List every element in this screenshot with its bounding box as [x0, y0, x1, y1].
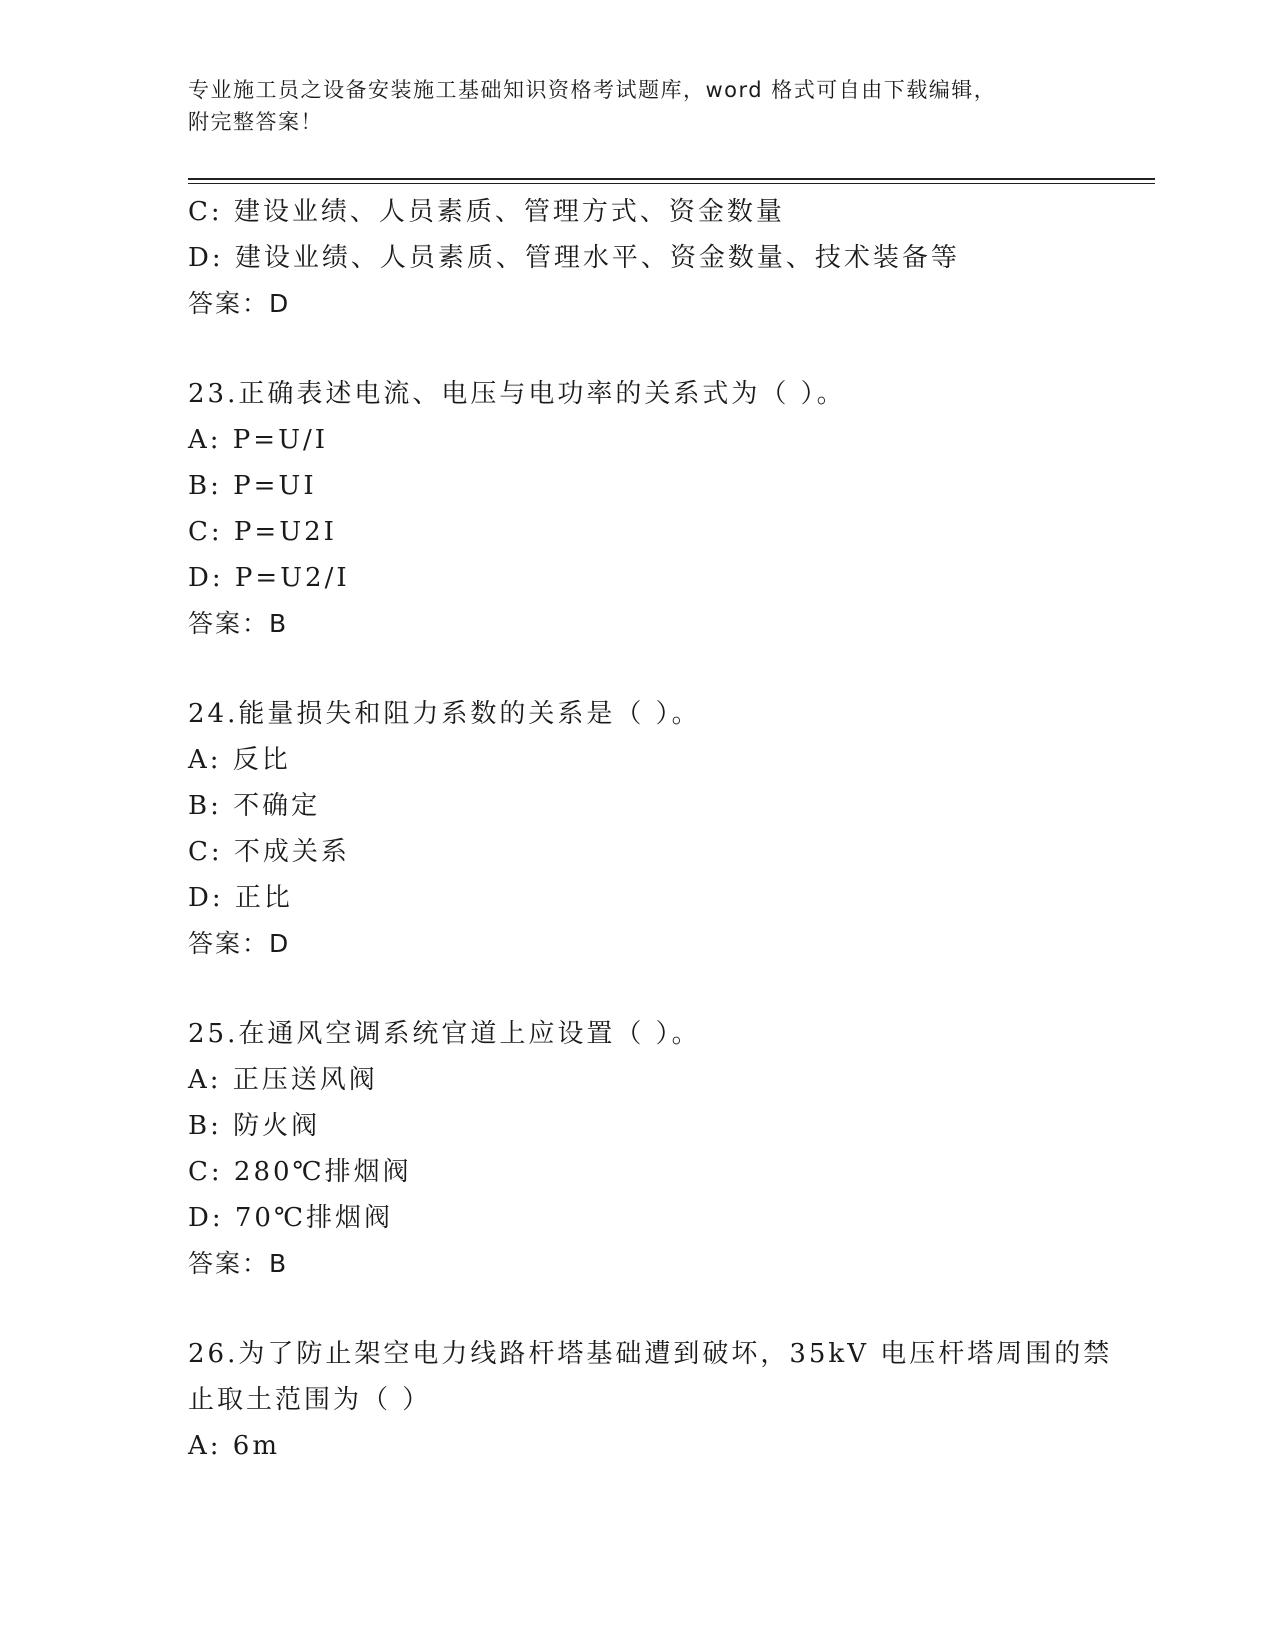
option-a: A: 正压送风阀 [188, 1065, 378, 1095]
option-a: A: P=U/I [188, 425, 329, 455]
question-22-continued [188, 189, 1148, 327]
header-line-1: 专业施工员之设备安装施工基础知识资格考试题库，word 格式可自由下载编辑， [188, 78, 997, 102]
option-d: D: P=U2/I [188, 563, 350, 593]
option-b: B: P=UI [188, 471, 317, 501]
spacer [188, 647, 1148, 691]
answer-line: 答案：B [188, 1249, 289, 1278]
answer-line: 答案：B [188, 609, 289, 638]
answer-line: 答案：D [188, 289, 291, 318]
question-stem-line-2: 止取土范围为（ ） [188, 1385, 432, 1415]
option-d: D: 70℃排烟阀 [188, 1203, 394, 1233]
spacer [188, 1287, 1148, 1331]
option-c: C: 280℃排烟阀 [188, 1157, 412, 1187]
option-a: A: 反比 [188, 745, 291, 775]
question-stem: 23.正确表述电流、电压与电功率的关系式为（ ）。 [188, 379, 846, 409]
option-d: D: 正比 [188, 883, 293, 913]
answer-line: 答案：D [188, 929, 291, 958]
option-a: A: 6m [188, 1431, 280, 1461]
question-25 [188, 1011, 1148, 1287]
header-line-2: 附完整答案！ [188, 110, 323, 134]
question-stem: 25.在通风空调系统官道上应设置（ ）。 [188, 1019, 701, 1049]
spacer [188, 327, 1148, 371]
question-26 [188, 1331, 1148, 1469]
header-divider-thin [188, 183, 1155, 184]
header-divider-thick [188, 178, 1155, 180]
question-23 [188, 371, 1148, 647]
option-c: C: P=U2I [188, 517, 337, 547]
option-c: C: 不成关系 [188, 837, 350, 867]
question-list [188, 189, 1148, 1469]
spacer [188, 967, 1148, 1011]
option-b: B: 防火阀 [188, 1111, 321, 1141]
document-header [188, 74, 1088, 138]
option-b: B: 不确定 [188, 791, 321, 821]
question-stem: 24.能量损失和阻力系数的关系是（ ）。 [188, 699, 701, 729]
question-24 [188, 691, 1148, 967]
option-d: D: 建设业绩、人员素质、管理水平、资金数量、技术装备等 [188, 243, 960, 273]
question-stem-line-1: 26.为了防止架空电力线路杆塔基础遭到破坏，35kV 电压杆塔周围的禁 [188, 1339, 1113, 1369]
option-c: C: 建设业绩、人员素质、管理方式、资金数量 [188, 197, 785, 227]
